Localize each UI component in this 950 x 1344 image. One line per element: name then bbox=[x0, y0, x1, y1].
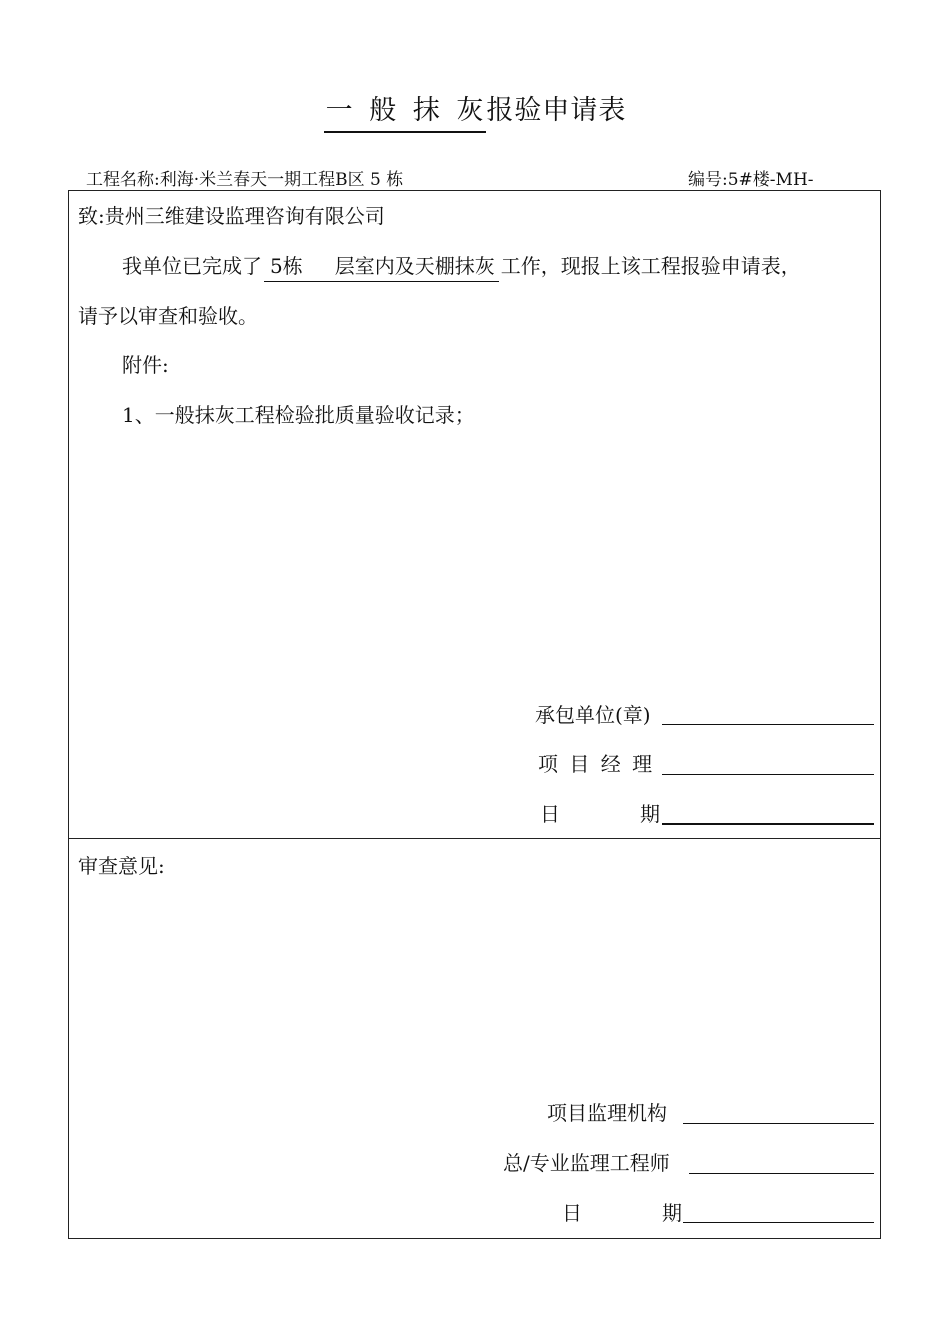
supervision-org-label: 项目监理机构 bbox=[547, 1101, 667, 1125]
supervision-engineer-line bbox=[689, 1173, 874, 1174]
attachment-item-1: 1、一般抹灰工程检验批质量验收记录； bbox=[122, 403, 475, 427]
filled-work: 层室内及天棚抹灰 bbox=[334, 254, 495, 278]
contractor-date-line bbox=[662, 823, 874, 825]
review-date-line bbox=[683, 1222, 874, 1223]
review-date-label-a: 日 bbox=[562, 1201, 582, 1225]
supervision-org-line bbox=[683, 1123, 874, 1124]
application-sentence-line2: 请予以审查和验收。 bbox=[78, 304, 258, 328]
date-label-a: 日 bbox=[540, 802, 560, 826]
sentence-prefix: 我单位已完成了 bbox=[122, 254, 262, 278]
title-underlined-part: 一 般 抹 灰 bbox=[324, 88, 487, 133]
sentence-suffix: 工作，现报上该工程报验申请表， bbox=[500, 254, 801, 278]
project-manager-label: 项 目 经 理 bbox=[538, 752, 653, 776]
filled-building: 5栋 bbox=[270, 254, 303, 278]
manager-signature-line bbox=[662, 774, 874, 775]
title-rest: 报验申请表 bbox=[486, 95, 627, 126]
application-sentence bbox=[122, 250, 801, 282]
contractor-label: 承包单位(章) bbox=[535, 703, 651, 727]
attachments-label: 附件: bbox=[122, 353, 169, 377]
supervision-engineer-label: 总/专业监理工程师 bbox=[503, 1151, 670, 1175]
project-name: 工程名称:利海·米兰春天一期工程B区 5 栋 bbox=[86, 170, 404, 190]
document-title bbox=[0, 88, 950, 133]
review-date-label-b: 期 bbox=[662, 1201, 682, 1225]
form-frame bbox=[68, 190, 881, 1239]
review-opinion-label: 审查意见: bbox=[78, 854, 165, 878]
section-divider bbox=[68, 838, 881, 839]
contractor-signature-line bbox=[662, 724, 874, 725]
filled-work-field bbox=[264, 250, 499, 282]
document-number: 编号:5#楼-MH- bbox=[688, 170, 814, 190]
addressee: 致:贵州三维建设监理咨询有限公司 bbox=[78, 204, 385, 228]
date-label-b: 期 bbox=[640, 802, 660, 826]
